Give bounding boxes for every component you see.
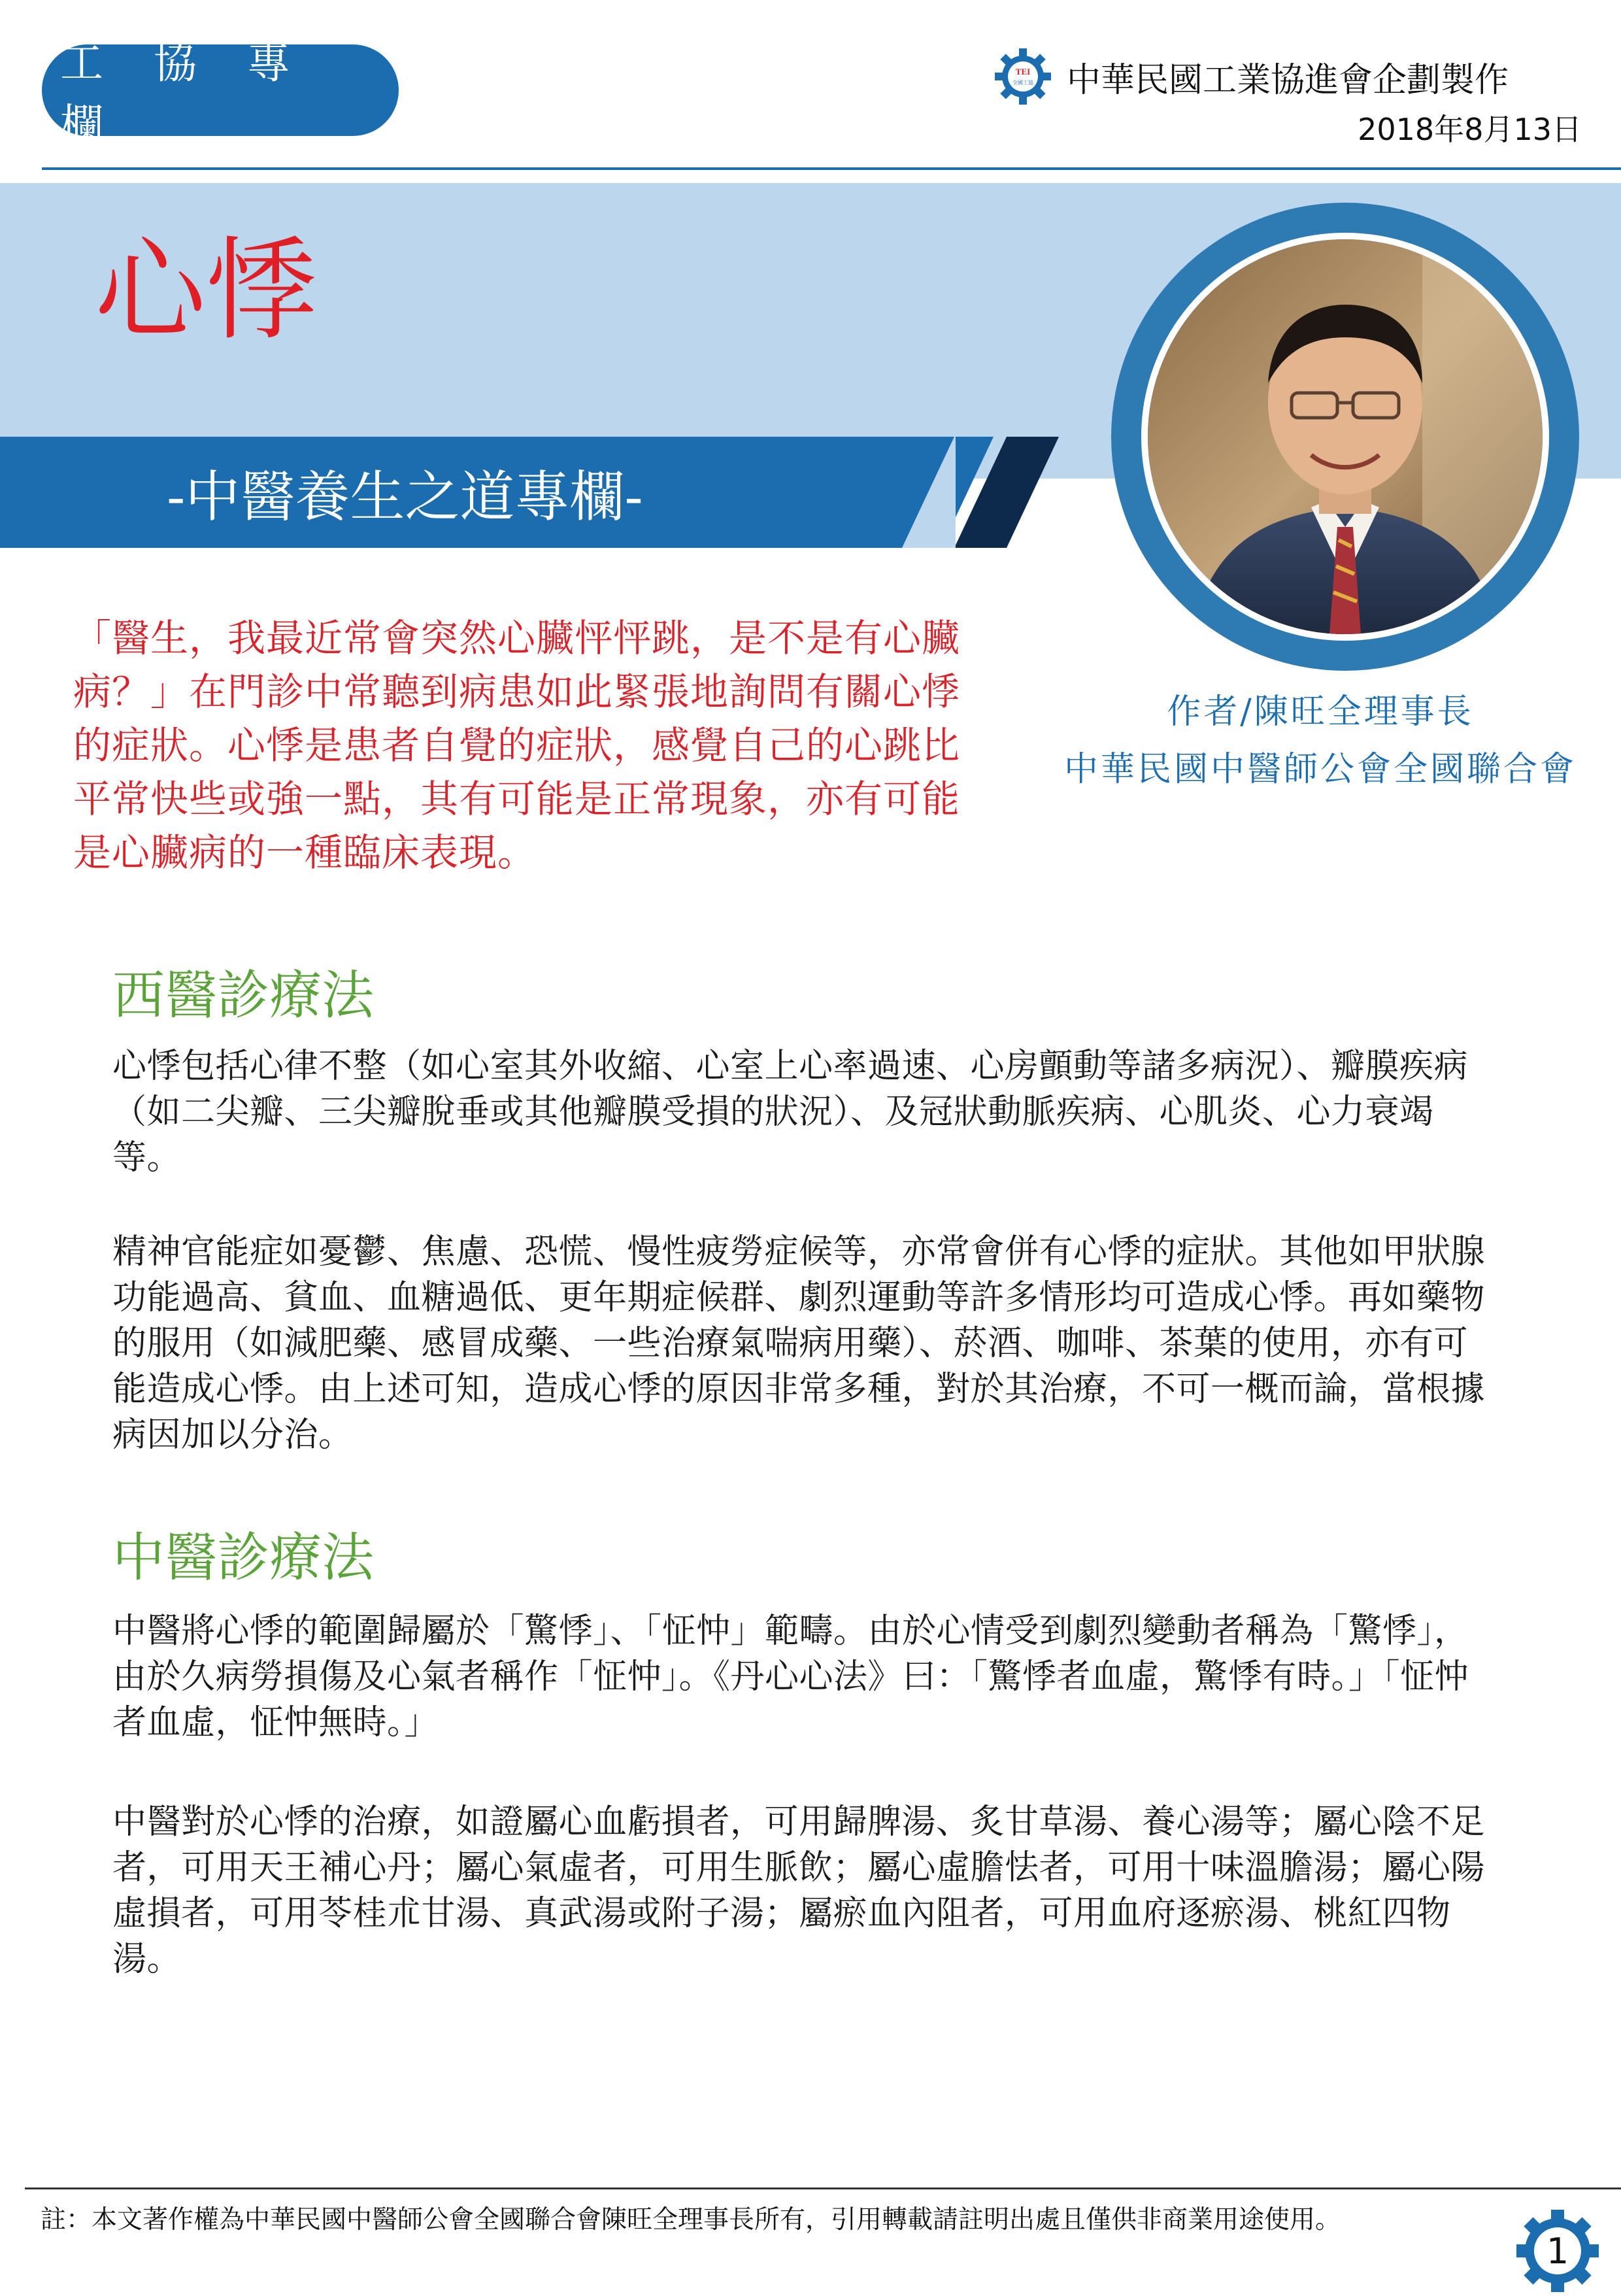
author-portrait: [1141, 233, 1549, 641]
footer-divider: [25, 2187, 1621, 2189]
section-western-paragraph-1: 心悸包括心律不整（如心室其外收縮、心室上心率過速、心房顫動等諸多病況）、瓣膜疾病（如二尖瓣、三尖瓣脫垂或其他瓣膜受損的狀況）、及冠狀動脈疾病、心肌炎、心力衰竭等。: [112, 1047, 1469, 1177]
page-number: 1: [1546, 2230, 1569, 2272]
publish-date: 2018年8月13日: [1358, 112, 1582, 147]
gear-logo-icon: [994, 47, 1052, 106]
page-badge: [1515, 2208, 1600, 2293]
intro-paragraph: 「醫生，我最近常會突然心臟怦怦跳，是不是有心臟病？」在門診中常聽到病患如此緊張地詢問有關心悸的症狀。心悸是患者自覺的症狀，感覺自己的心跳比平常快些或強一點，其有可能是正常現象，亦有可能是心臟病的一種臨床表現。: [73, 616, 961, 875]
logo-text: TEI: [1015, 67, 1031, 76]
author-credit: [1046, 683, 1595, 798]
section-heading-western: 西醫診療法: [112, 965, 374, 1026]
article-title: 心悸: [95, 226, 318, 356]
header-divider: [42, 167, 1621, 170]
column-label: 工 協 專 欄: [60, 38, 309, 150]
author-portrait-frame: [1111, 203, 1579, 671]
publisher: [994, 47, 1509, 106]
person-portrait-icon: [1148, 239, 1543, 634]
copyright-note: 註：本文著作權為中華民國中醫師公會全國聯合會陳旺全理事長所有，引用轉載請註明出處且僅供非商業用途使用。: [41, 2205, 1341, 2235]
subtitle-banner: [0, 437, 954, 548]
section-heading-chinese: 中醫診療法: [112, 1527, 374, 1588]
article-subtitle: -中醫養生之道專欄-: [167, 464, 643, 529]
section-western-paragraph-2: 精神官能症如憂鬱、焦慮、恐慌、慢性疲勞症候等，亦常會併有心悸的症狀。其他如甲狀腺功能過高、貧血、血糖過低、更年期症候群、劇烈運動等許多情形均可造成心悸。再如藥物的服用（如減肥藥、感冒成藥、一些治療氣喘病用藥）、菸酒、咖啡、茶葉的使用，亦有可能造成心悸。由上述可知，造成心悸的原因非常多種，對於其治療，不可一概而論，當根據病因加以分治。: [112, 1232, 1486, 1455]
logo-subtext: 全國工協: [1012, 80, 1033, 86]
section-chinese-paragraph-1: 中醫將心悸的範圍歸屬於「驚悸」、「怔忡」範疇。由於心情受到劇烈變動者稱為「驚悸」，由於久病勞損傷及心氣者稱作「怔忡」。《丹心心法》曰：「驚悸者血虛，驚悸有時。」「怔忡者血虛，怔忡無時。」: [112, 1612, 1469, 1742]
author-name: 作者/陳旺全理事長: [1167, 692, 1474, 732]
column-label-pill: [42, 38, 399, 150]
author-organization: 中華民國中醫師公會全國聯合會: [1063, 750, 1577, 789]
publisher-name: 中華民國工業協進會企劃製作: [1067, 60, 1509, 100]
section-chinese-paragraph-2: 中醫對於心悸的治療，如證屬心血虧損者，可用歸脾湯、炙甘草湯、養心湯等；屬心陰不足者，可用天王補心丹；屬心氣虛者，可用生脈飲；屬心虛膽怯者，可用十味溫膽湯；屬心陽虛損者，可用苓桂朮甘湯、真武湯或附子湯；屬瘀血內阻者，可用血府逐瘀湯、桃紅四物湯。: [112, 1802, 1486, 1979]
